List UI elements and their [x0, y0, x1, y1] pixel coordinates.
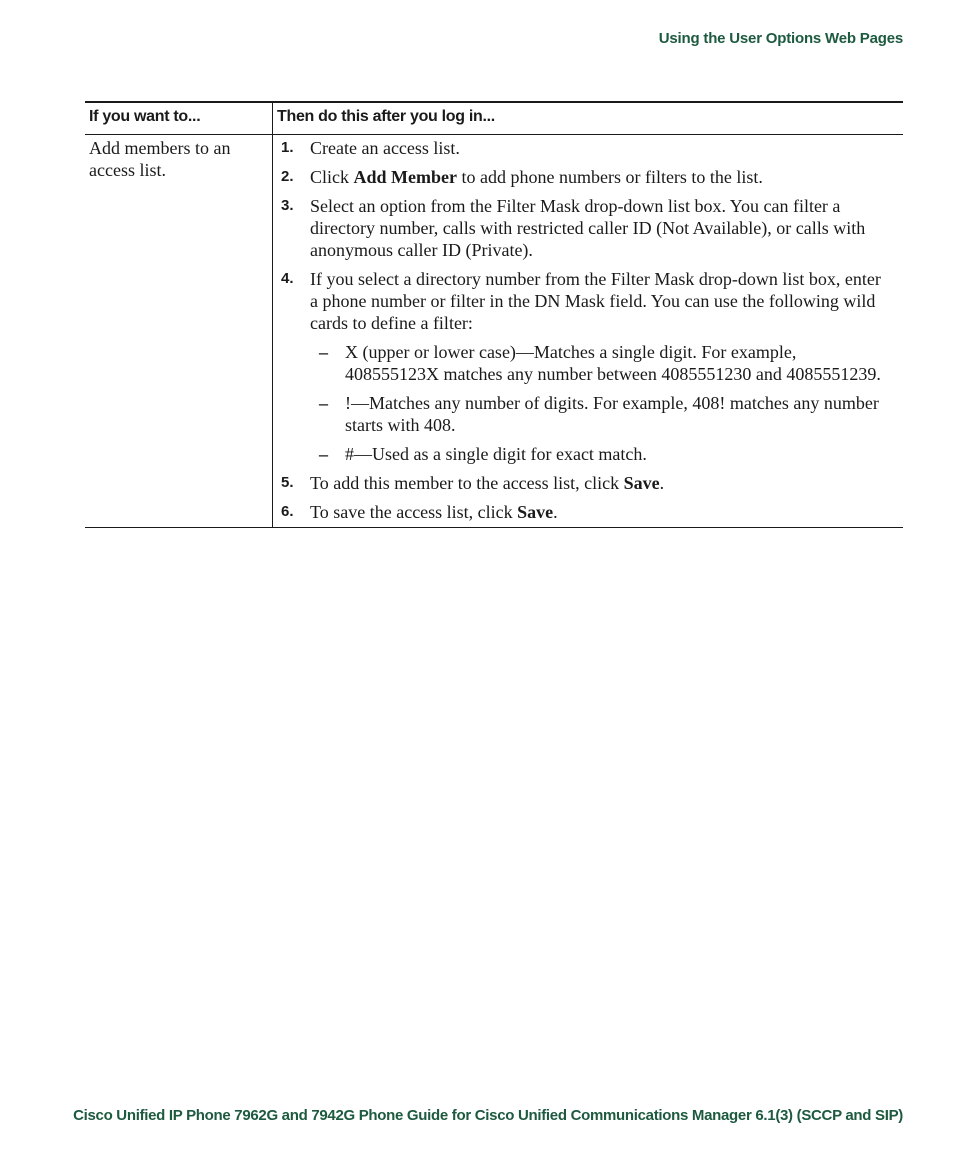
step-number: 4.	[281, 270, 294, 287]
ui-term-add-member: Add Member	[353, 167, 457, 187]
running-header: Using the User Options Web Pages	[658, 30, 903, 47]
step-text: Click Add Member to add phone numbers or filters to the list.	[310, 167, 763, 187]
step-number: 5.	[281, 474, 294, 491]
instructions-table	[85, 101, 903, 528]
step-text: To add this member to the access list, click Save.	[310, 473, 665, 493]
wildcard-text: X (upper or lower case)—Matches a single digit. For example, 408555123X matches any number between 4085551230 and 4085551239.	[345, 342, 881, 384]
running-footer: Cisco Unified IP Phone 7962G and 7942G Phone Guide for Cisco Unified Communications Manager 6.1(3) (SCCP and SIP)	[73, 1107, 903, 1124]
wildcard-item	[273, 443, 893, 465]
step-5	[273, 472, 893, 494]
step-1	[273, 137, 893, 159]
ui-term-save: Save	[623, 473, 660, 493]
wildcard-item	[273, 392, 893, 436]
dash-bullet: –	[319, 393, 328, 413]
task-cell: Add members to an access list.	[89, 138, 231, 180]
step-4	[273, 268, 893, 334]
table-header-row	[85, 103, 903, 135]
wildcard-text: !—Matches any number of digits. For example, 408! matches any number starts with 408.	[345, 393, 879, 435]
step-number: 3.	[281, 197, 294, 214]
wildcard-text: #—Used as a single digit for exact match.	[345, 444, 647, 464]
step-text: If you select a directory number from the Filter Mask drop-down list box, enter a phone number or filter in the DN Mask field. You can use the following wild cards to define a filter:	[310, 269, 881, 333]
ui-term-save: Save	[517, 502, 554, 522]
step-6	[273, 501, 893, 523]
step-number: 2.	[281, 168, 294, 185]
step-text: Create an access list.	[310, 138, 460, 158]
table-row	[85, 135, 903, 527]
step-3	[273, 195, 893, 261]
step-text: To save the access list, click Save.	[310, 502, 558, 522]
step-number: 6.	[281, 503, 294, 520]
column-header-task: If you want to...	[89, 108, 201, 125]
steps-cell	[272, 135, 903, 527]
column-header-steps: Then do this after you log in...	[272, 103, 903, 134]
step-text: Select an option from the Filter Mask drop-down list box. You can filter a directory number, calls with restricted caller ID (Not Available), or calls with anonymous caller ID (Private).	[310, 196, 866, 260]
wildcard-item	[273, 341, 893, 385]
dash-bullet: –	[319, 342, 328, 362]
dash-bullet: –	[319, 444, 328, 464]
step-number: 1.	[281, 139, 294, 156]
step-2	[273, 166, 893, 188]
